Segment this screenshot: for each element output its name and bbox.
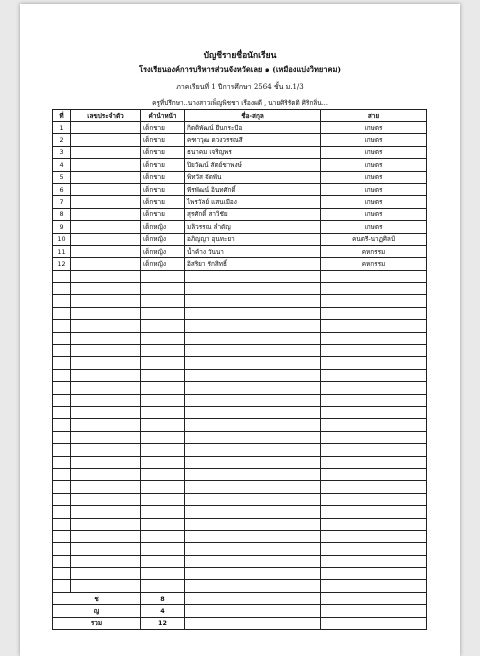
student-id — [71, 134, 141, 146]
track — [321, 283, 427, 295]
student-id — [71, 196, 141, 208]
empty-row — [53, 295, 427, 307]
row-number: 8 — [53, 208, 71, 220]
header-prefix: คำนำหน้า — [141, 110, 185, 122]
table-row — [53, 146, 427, 158]
track — [321, 394, 427, 406]
student-id — [71, 394, 141, 406]
student-id — [71, 518, 141, 530]
student-id — [71, 208, 141, 220]
track — [321, 493, 427, 505]
name-prefix: เด็กหญิง — [141, 258, 185, 270]
summary-blank — [321, 617, 427, 629]
full-name — [185, 518, 321, 530]
empty-row — [53, 518, 427, 530]
row-number — [53, 394, 71, 406]
row-number — [53, 431, 71, 443]
name-prefix — [141, 580, 185, 592]
track: เกษตร — [321, 196, 427, 208]
empty-row — [53, 568, 427, 580]
track: คหกรรม — [321, 258, 427, 270]
row-number — [53, 382, 71, 394]
student-id — [71, 270, 141, 282]
name-prefix — [141, 543, 185, 555]
full-name: ปิยวัฒน์ สัตย์ชาพงษ์ — [185, 159, 321, 171]
full-name — [185, 568, 321, 580]
document-page — [20, 4, 460, 656]
track — [321, 555, 427, 567]
name-prefix — [141, 382, 185, 394]
row-number — [53, 345, 71, 357]
track — [321, 320, 427, 332]
row-number — [53, 307, 71, 319]
row-number — [53, 357, 71, 369]
name-prefix — [141, 295, 185, 307]
track — [321, 382, 427, 394]
track: คหกรรม — [321, 245, 427, 257]
empty-row — [53, 357, 427, 369]
name-prefix: เด็กชาย — [141, 183, 185, 195]
empty-row — [53, 543, 427, 555]
track: เกษตร — [321, 159, 427, 171]
full-name — [185, 431, 321, 443]
header-no: ที่ — [53, 110, 71, 122]
summary-value: 8 — [141, 592, 185, 604]
full-name: มลิวรรณ ลำดัญ — [185, 221, 321, 233]
row-number — [53, 283, 71, 295]
table-row — [53, 134, 427, 146]
row-number — [53, 506, 71, 518]
empty-row — [53, 444, 427, 456]
full-name: อิสริยา รักสิทธิ์ — [185, 258, 321, 270]
name-prefix: เด็กหญิง — [141, 245, 185, 257]
empty-row — [53, 555, 427, 567]
full-name — [185, 444, 321, 456]
full-name — [185, 419, 321, 431]
row-number: 7 — [53, 196, 71, 208]
empty-row — [53, 431, 427, 443]
full-name: กิตติพัฒน์ ยืนกระบือ — [185, 122, 321, 134]
name-prefix: เด็กชาย — [141, 196, 185, 208]
row-number — [53, 568, 71, 580]
full-name: ไพรวัลย์ แสนเมือง — [185, 196, 321, 208]
name-prefix — [141, 307, 185, 319]
full-name — [185, 468, 321, 480]
term-line: ภาคเรียนที่ 1 ปีการศึกษา 2564 ชั้น ม.1/3 — [176, 83, 304, 91]
name-prefix: เด็กชาย — [141, 171, 185, 183]
empty-row — [53, 506, 427, 518]
name-prefix: เด็กชาย — [141, 122, 185, 134]
name-prefix — [141, 568, 185, 580]
track — [321, 419, 427, 431]
row-number — [53, 320, 71, 332]
table-row — [53, 233, 427, 245]
track: เกษตร — [321, 122, 427, 134]
full-name — [185, 345, 321, 357]
name-prefix: เด็กชาย — [141, 134, 185, 146]
student-id — [71, 419, 141, 431]
name-prefix — [141, 320, 185, 332]
table-row — [53, 171, 427, 183]
track — [321, 431, 427, 443]
full-name — [185, 506, 321, 518]
empty-row — [53, 456, 427, 468]
track — [321, 530, 427, 542]
advisors-line: ครูที่ปรึกษา..นางสาวเพ็ญพิชชา เรืองผดี , นายศิริรัตติ ศิริกลิ่น... — [152, 99, 328, 107]
full-name — [185, 382, 321, 394]
full-name — [185, 270, 321, 282]
empty-row — [53, 406, 427, 418]
track — [321, 406, 427, 418]
row-number: 11 — [53, 245, 71, 257]
summary-label: ญ — [53, 605, 141, 617]
track — [321, 444, 427, 456]
student-id — [71, 233, 141, 245]
student-id — [71, 493, 141, 505]
row-number — [53, 332, 71, 344]
empty-row — [53, 332, 427, 344]
row-number — [53, 295, 71, 307]
full-name — [185, 295, 321, 307]
student-id — [71, 431, 141, 443]
row-number: 12 — [53, 258, 71, 270]
empty-row — [53, 270, 427, 282]
name-prefix — [141, 530, 185, 542]
row-number — [53, 530, 71, 542]
full-name: สุรศักดิ์ สาวิชัย — [185, 208, 321, 220]
full-name — [185, 481, 321, 493]
row-number — [53, 555, 71, 567]
track — [321, 307, 427, 319]
name-prefix: เด็กหญิง — [141, 233, 185, 245]
track: เกษตร — [321, 146, 427, 158]
name-prefix — [141, 456, 185, 468]
student-id — [71, 530, 141, 542]
student-id — [71, 295, 141, 307]
row-number — [53, 543, 71, 555]
header-track: สาย — [321, 110, 427, 122]
empty-row — [53, 419, 427, 431]
full-name: น้ำค้าง วันนา — [185, 245, 321, 257]
student-roster-table — [52, 109, 427, 630]
name-prefix — [141, 493, 185, 505]
student-id — [71, 369, 141, 381]
row-number: 10 — [53, 233, 71, 245]
empty-row — [53, 307, 427, 319]
name-prefix — [141, 357, 185, 369]
student-id — [71, 444, 141, 456]
student-id — [71, 345, 141, 357]
summary-blank — [185, 605, 321, 617]
full-name — [185, 357, 321, 369]
full-name: พิทวัส จัดพัน — [185, 171, 321, 183]
summary-row — [53, 605, 427, 617]
table-row — [53, 159, 427, 171]
student-id — [71, 357, 141, 369]
track — [321, 357, 427, 369]
track — [321, 506, 427, 518]
row-number — [53, 270, 71, 282]
track — [321, 345, 427, 357]
summary-value: 12 — [141, 617, 185, 629]
row-number: 1 — [53, 122, 71, 134]
row-number — [53, 468, 71, 480]
table-row — [53, 258, 427, 270]
track — [321, 270, 427, 282]
empty-row — [53, 382, 427, 394]
name-prefix: เด็กชาย — [141, 146, 185, 158]
name-prefix — [141, 270, 185, 282]
empty-row — [53, 369, 427, 381]
name-prefix — [141, 444, 185, 456]
row-number — [53, 406, 71, 418]
name-prefix — [141, 481, 185, 493]
empty-row — [53, 320, 427, 332]
full-name: อภิญญา อุนทะยา — [185, 233, 321, 245]
student-id — [71, 122, 141, 134]
name-prefix — [141, 419, 185, 431]
name-prefix — [141, 369, 185, 381]
full-name — [185, 283, 321, 295]
student-id — [71, 568, 141, 580]
student-id — [71, 159, 141, 171]
header-full-name: ชื่อ-สกุล — [185, 110, 321, 122]
summary-blank — [185, 592, 321, 604]
full-name — [185, 406, 321, 418]
name-prefix: เด็กชาย — [141, 159, 185, 171]
student-id — [71, 332, 141, 344]
student-id — [71, 382, 141, 394]
empty-row — [53, 283, 427, 295]
student-id — [71, 543, 141, 555]
table-row — [53, 122, 427, 134]
empty-row — [53, 345, 427, 357]
row-number — [53, 580, 71, 592]
track — [321, 481, 427, 493]
full-name — [185, 307, 321, 319]
track: เกษตร — [321, 183, 427, 195]
full-name: ธนาคม เจริญพร — [185, 146, 321, 158]
student-id — [71, 283, 141, 295]
summary-label: รวม — [53, 617, 141, 629]
full-name — [185, 320, 321, 332]
student-id — [71, 245, 141, 257]
track: เกษตร — [321, 134, 427, 146]
track — [321, 295, 427, 307]
empty-row — [53, 468, 427, 480]
full-name — [185, 394, 321, 406]
track — [321, 369, 427, 381]
row-number: 5 — [53, 171, 71, 183]
student-id — [71, 171, 141, 183]
name-prefix — [141, 394, 185, 406]
track — [321, 543, 427, 555]
student-id — [71, 307, 141, 319]
name-prefix — [141, 555, 185, 567]
full-name — [185, 580, 321, 592]
empty-row — [53, 493, 427, 505]
row-number — [53, 481, 71, 493]
row-number — [53, 419, 71, 431]
track: เกษตร — [321, 171, 427, 183]
track — [321, 568, 427, 580]
name-prefix: เด็กชาย — [141, 208, 185, 220]
empty-row — [53, 481, 427, 493]
student-id — [71, 183, 141, 195]
row-number: 6 — [53, 183, 71, 195]
row-number — [53, 493, 71, 505]
table-row — [53, 196, 427, 208]
summary-row — [53, 592, 427, 604]
full-name — [185, 332, 321, 344]
empty-row — [53, 580, 427, 592]
track — [321, 332, 427, 344]
student-id — [71, 320, 141, 332]
row-number: 4 — [53, 159, 71, 171]
student-id — [71, 468, 141, 480]
document-title: บัญชีรายชื่อนักเรียน — [203, 51, 277, 61]
name-prefix — [141, 431, 185, 443]
full-name — [185, 493, 321, 505]
track — [321, 456, 427, 468]
track: เกษตร — [321, 208, 427, 220]
student-id — [71, 580, 141, 592]
full-name — [185, 555, 321, 567]
student-id — [71, 146, 141, 158]
full-name — [185, 369, 321, 381]
name-prefix — [141, 283, 185, 295]
row-number: 3 — [53, 146, 71, 158]
name-prefix — [141, 332, 185, 344]
summary-label: ช — [53, 592, 141, 604]
name-prefix — [141, 345, 185, 357]
row-number — [53, 456, 71, 468]
table-row — [53, 208, 427, 220]
student-id — [71, 221, 141, 233]
full-name: พีรพัฒน์ อินทศักดิ์ — [185, 183, 321, 195]
student-id — [71, 456, 141, 468]
roster-body — [53, 122, 427, 630]
table-row — [53, 183, 427, 195]
empty-row — [53, 394, 427, 406]
row-number — [53, 369, 71, 381]
row-number — [53, 518, 71, 530]
name-prefix — [141, 406, 185, 418]
full-name — [185, 543, 321, 555]
student-id — [71, 481, 141, 493]
track — [321, 468, 427, 480]
student-id — [71, 506, 141, 518]
summary-row — [53, 617, 427, 629]
summary-blank — [321, 605, 427, 617]
name-prefix: เด็กหญิง — [141, 221, 185, 233]
student-id — [71, 406, 141, 418]
name-prefix — [141, 506, 185, 518]
student-id — [71, 555, 141, 567]
header-student-id: เลขประจำตัว — [71, 110, 141, 122]
name-prefix — [141, 518, 185, 530]
summary-blank — [321, 592, 427, 604]
table-row — [53, 221, 427, 233]
empty-row — [53, 530, 427, 542]
summary-value: 4 — [141, 605, 185, 617]
table-row — [53, 245, 427, 257]
full-name: คฑาวุฒ ดวงวรรณสี — [185, 134, 321, 146]
track: คนตรี-นาฏศิลป์ — [321, 233, 427, 245]
full-name — [185, 530, 321, 542]
name-prefix — [141, 468, 185, 480]
school-name: โรงเรียนองค์การบริหารส่วนจังหวัดเลย ๑ (เหมืองแบ่งวิทยาคม) — [139, 65, 341, 74]
track — [321, 580, 427, 592]
track: เกษตร — [321, 221, 427, 233]
summary-blank — [185, 617, 321, 629]
full-name — [185, 456, 321, 468]
row-number: 2 — [53, 134, 71, 146]
table-header-row — [53, 110, 427, 122]
row-number — [53, 444, 71, 456]
student-id — [71, 258, 141, 270]
track — [321, 518, 427, 530]
row-number: 9 — [53, 221, 71, 233]
